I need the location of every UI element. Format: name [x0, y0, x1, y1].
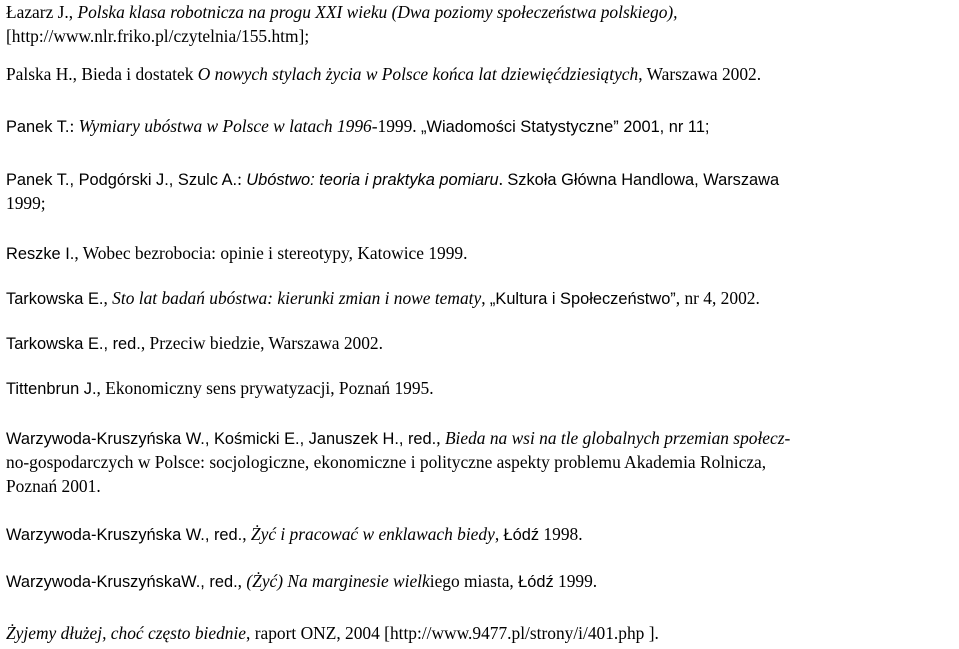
reference-line: [6, 0, 954, 24]
reference-text-segment: :: [69, 116, 79, 136]
reference-text-segment: ,: [436, 428, 445, 448]
reference-line: [6, 241, 954, 265]
reference-line: [6, 62, 954, 86]
reference-text-segment: Żyjemy dłużej, choć często biednie: [6, 623, 247, 643]
reference-text-segment: ,: [481, 288, 490, 308]
reference-text-segment: Szkoła Główna Handlowa, Warszawa: [507, 171, 780, 189]
reference-text-segment: , Bieda i dostatek: [72, 64, 198, 84]
reference-text-segment: Polska klasa robotnicza na progu XXI wieku (Dwa poziomy społeczeństwa polskiego),: [77, 2, 678, 22]
reference-text-segment: , nr 4, 2002.: [675, 288, 760, 308]
reference-line: [6, 114, 954, 138]
reference-text-segment: Łazarz J.: [6, 2, 69, 22]
reference-entry: [6, 569, 954, 593]
reference-entry: [6, 522, 954, 546]
reference-text-segment: Panek T., Podgórski J., Szulc A.: [6, 171, 238, 189]
reference-text-segment: Panek T.: [6, 118, 70, 136]
reference-line: [6, 621, 954, 645]
reference-line: [6, 450, 954, 474]
reference-text-segment: , raport ONZ, 2004 [http://www.9477.pl/strony/i/401.php ].: [246, 623, 659, 643]
reference-line: [6, 331, 954, 355]
reference-text-segment: 1998.: [539, 524, 583, 544]
reference-line: [6, 522, 954, 546]
reference-text-segment: ,: [494, 524, 504, 544]
reference-text-segment: , Przeciw biedzie, Warszawa 2002.: [140, 333, 383, 353]
reference-text-segment: Ubóstwo: teoria i praktyka pomiaru: [246, 171, 499, 189]
reference-text-segment: Łódź: [503, 526, 540, 544]
reference-text-segment: Sto lat badań ubóstwa: kierunki zmian i nowe tematy: [112, 288, 482, 308]
reference-text-segment: „Wiadomości Statystyczne” 2001, nr 11;: [421, 118, 710, 136]
reference-text-segment: [http://www.nlr.friko.pl/czytelnia/155.htm];: [6, 26, 310, 46]
reference-text-segment: no-gospodarczych w Polsce: socjologiczne, ekonomiczne i polityczne aspekty problemu Akademia Rolnicza,: [6, 452, 767, 472]
reference-entry: [6, 241, 954, 265]
reference-text-segment: Tarkowska E.: [6, 290, 104, 308]
reference-text-segment: -1999.: [371, 116, 422, 136]
reference-text-segment: ,: [242, 524, 251, 544]
reference-line: [6, 426, 954, 450]
reference-text-segment: Warzywoda-Kruszyńska W., Kośmicki E., Januszek H., red.: [6, 430, 437, 448]
reference-text-segment: Warzywoda-Kruszyńska W., red.: [6, 526, 243, 544]
reference-text-segment: Palska H.: [6, 64, 73, 84]
reference-text-segment: (Żyć) Na marginesie wielk: [246, 571, 430, 591]
reference-text-segment: ,: [237, 571, 247, 591]
reference-text-segment: 1999.: [553, 571, 598, 591]
reference-text-segment: :: [237, 169, 247, 189]
reference-text-segment: Łódź: [518, 573, 554, 591]
reference-entry: [6, 286, 954, 310]
reference-text-segment: ,: [68, 2, 78, 22]
reference-entry: [6, 331, 954, 355]
reference-text-segment: .: [498, 169, 508, 189]
reference-entry: [6, 114, 954, 138]
reference-text-segment: Tittenbrun J.: [6, 380, 97, 398]
reference-text-segment: Poznań 2001.: [6, 476, 101, 496]
reference-entry: [6, 376, 954, 400]
reference-line: [6, 569, 954, 593]
reference-line: [6, 191, 954, 215]
reference-line: [6, 286, 954, 310]
reference-text-segment: „Kultura i Społeczeństwo”: [489, 290, 676, 308]
reference-entry: [6, 0, 954, 48]
reference-line: [6, 474, 954, 498]
reference-line: [6, 167, 954, 191]
reference-text-segment: Wymiary ubóstwa w Polsce w latach 1996: [78, 116, 372, 136]
reference-text-segment: , Wobec bezrobocia: opinie i stereotypy, Katowice 1999.: [74, 243, 468, 263]
reference-line: [6, 376, 954, 400]
reference-entry: [6, 621, 954, 645]
reference-text-segment: ,: [103, 288, 113, 308]
reference-entry: [6, 426, 954, 498]
reference-text-segment: O nowych stylach życia w Polsce końca lat dziewięćdziesiątych: [197, 64, 639, 84]
reference-text-segment: Bieda na wsi na tle globalnych przemian społecz-: [444, 428, 791, 448]
reference-text-segment: Żyć i pracować w enklawach biedy: [250, 524, 495, 544]
reference-text-segment: , Warszawa 2002.: [638, 64, 762, 84]
reference-text-segment: 1999;: [6, 193, 46, 213]
reference-line: [6, 24, 954, 48]
reference-text-segment: Warzywoda-KruszyńskaW., red.: [6, 573, 238, 591]
reference-text-segment: Reszke I.: [6, 245, 75, 263]
reference-text-segment: , Ekonomiczny sens prywatyzacji, Poznań 1995.: [96, 378, 434, 398]
reference-entry: [6, 62, 954, 86]
reference-entry: [6, 167, 954, 215]
reference-text-segment: Tarkowska E., red.: [6, 335, 141, 353]
reference-text-segment: iego miasta,: [429, 571, 519, 591]
